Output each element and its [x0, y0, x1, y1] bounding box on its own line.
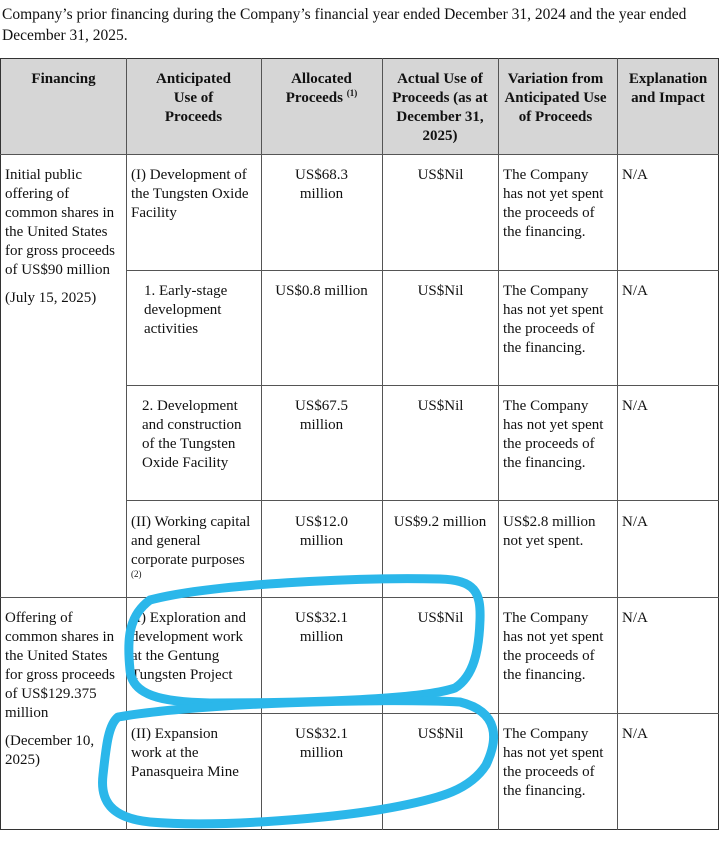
- use-text: (II) Working capital and general corporate purposes: [131, 514, 251, 568]
- actual-use: [382, 280, 498, 301]
- actual-use: [382, 511, 498, 532]
- variation-text: The Company has not yet spent the proceeds of the financing.: [503, 726, 604, 799]
- allocated-text: US$67.5 million: [295, 398, 348, 433]
- row-divider: [126, 500, 719, 501]
- header-explanation: [617, 68, 719, 108]
- variation-text: The Company has not yet spent the proceeds of the financing.: [503, 283, 604, 356]
- explanation: [617, 723, 719, 744]
- footnote-marker: (1): [346, 88, 358, 98]
- explanation-text: N/A: [622, 610, 648, 626]
- explanation-text: N/A: [622, 283, 648, 299]
- explanation: [617, 607, 719, 628]
- use-of-proceeds: [126, 280, 261, 339]
- footnote-marker: (2): [131, 569, 142, 579]
- row-divider: [126, 713, 719, 714]
- explanation-text: N/A: [622, 167, 648, 183]
- variation-text: The Company has not yet spent the proceeds of the financing.: [503, 610, 604, 683]
- use-text: (I) Exploration and development work at the Gentung Tungsten Project: [131, 610, 246, 683]
- actual-text: US$9.2 million: [393, 514, 487, 530]
- variation: [498, 395, 617, 473]
- row-divider: [126, 385, 719, 386]
- use-of-proceeds: [126, 395, 261, 473]
- actual-use: [382, 164, 498, 185]
- financing-date: (July 15, 2025): [5, 290, 97, 306]
- header-anticipated: [126, 68, 261, 127]
- row-divider: [0, 154, 719, 155]
- allocated-text: US$32.1 million: [295, 610, 348, 645]
- actual-use: [382, 395, 498, 416]
- actual-text: US$Nil: [417, 398, 464, 414]
- actual-text: US$Nil: [417, 167, 464, 183]
- actual-use: [382, 723, 498, 744]
- header-financing: [0, 68, 126, 89]
- explanation: [617, 280, 719, 301]
- variation-text: The Company has not yet spent the proceeds of the financing.: [503, 167, 604, 240]
- variation-text: The Company has not yet spent the proceeds of the financing.: [503, 398, 604, 471]
- use-of-proceeds: [126, 164, 261, 223]
- variation: [498, 280, 617, 358]
- allocated-text: US$12.0 million: [295, 514, 348, 549]
- explanation: [617, 395, 719, 416]
- header-variation: [498, 68, 617, 127]
- use-text: 2. Development and construction of the Tungsten Oxide Facility: [142, 398, 242, 471]
- use-text: 1. Early-stage development activities: [144, 283, 228, 337]
- header-actual-text: Actual Use of Proceeds (as at December 31, 2025): [392, 71, 488, 144]
- variation: [498, 723, 617, 801]
- allocated-proceeds: [261, 395, 382, 435]
- allocated-text: US$0.8 million: [275, 283, 368, 299]
- header-allocated: [261, 68, 382, 108]
- financing-cell: [0, 164, 126, 308]
- explanation-text: N/A: [622, 726, 648, 742]
- actual-text: US$Nil: [417, 726, 464, 742]
- variation: [498, 511, 617, 551]
- use-of-proceeds: [126, 511, 261, 589]
- use-text: (I) Development of the Tungsten Oxide Facility: [131, 167, 249, 221]
- row-divider: [126, 270, 719, 271]
- header-anticipated-text: Anticipated Use of Proceeds: [156, 71, 231, 125]
- allocated-proceeds: [261, 511, 382, 551]
- financing-description: Initial public offering of common shares in the United States for gross proceeds of US$90 million: [5, 167, 115, 278]
- header-financing-text: Financing: [31, 71, 96, 87]
- variation: [498, 607, 617, 685]
- header-actual: [382, 68, 498, 146]
- allocated-proceeds: [261, 280, 382, 301]
- actual-use: [382, 607, 498, 628]
- variation: [498, 164, 617, 242]
- actual-text: US$Nil: [417, 610, 464, 626]
- variation-text: US$2.8 million not yet spent.: [503, 514, 596, 549]
- allocated-text: US$68.3 million: [295, 167, 348, 202]
- use-of-proceeds: [126, 723, 261, 782]
- explanation-text: N/A: [622, 398, 648, 414]
- allocated-proceeds: [261, 723, 382, 763]
- allocated-proceeds: [261, 607, 382, 647]
- header-allocated-text: Allocated Proceeds: [285, 71, 352, 106]
- explanation: [617, 511, 719, 532]
- allocated-proceeds: [261, 164, 382, 204]
- financing-cell: [0, 607, 126, 770]
- intro-paragraph: Company’s prior financing during the Company’s financial year ended December 31, 2024 and the year ended December 31, 2025.: [2, 6, 687, 44]
- allocated-text: US$32.1 million: [295, 726, 348, 761]
- explanation: [617, 164, 719, 185]
- actual-text: US$Nil: [417, 283, 464, 299]
- header-variation-text: Variation from Anticipated Use of Proceeds: [504, 71, 607, 125]
- financing-description: Offering of common shares in the United States for gross proceeds of US$129.375 million: [5, 610, 115, 721]
- financing-date: (December 10, 2025): [5, 733, 95, 768]
- use-of-proceeds: [126, 607, 261, 685]
- use-text: (II) Expansion work at the Panasqueira Mine: [131, 726, 239, 780]
- row-divider: [0, 597, 719, 598]
- header-explanation-text: Explanation and Impact: [628, 71, 708, 106]
- explanation-text: N/A: [622, 514, 648, 530]
